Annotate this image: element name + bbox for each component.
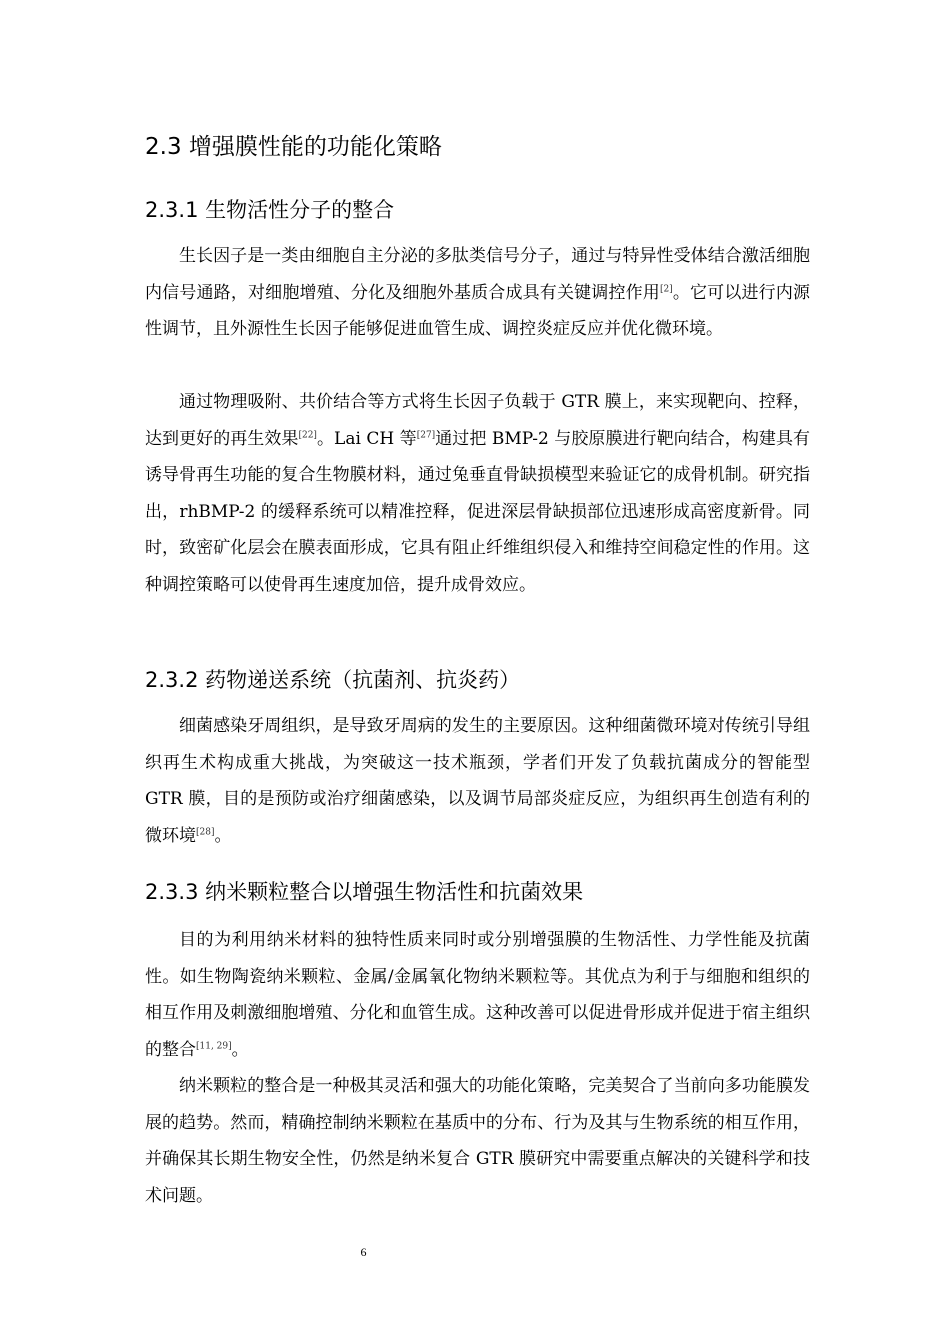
paragraph-text: 细菌感染牙周组织，是导致牙周病的发生的主要原因。这种细菌微环境对传统引导组织再生术构成重大挑战，为突破这一技术瓶颈，学者们开发了负载抗菌成分的智能型 GTR 膜，目的是预防或治疗细菌感染，以及调节局部炎症反应，为组织再生创造有利的微环境 — [145, 716, 810, 846]
paragraph-text: 目的为利用纳米材料的独特性质来同时或分别增强膜的生物活性、力学性能及抗菌性。如生物陶瓷纳米颗粒、金属/金属氧化物纳米颗粒等。其优点为利于与细胞和组织的相互作用及刺激细胞增殖、分化和血管生成。这种改善可以促进骨形成并促进于宿主组织的整合 — [145, 930, 810, 1060]
subsection-heading-2-3-2: 2.3.2 药物递送系统（抗菌剂、抗炎药） — [145, 668, 521, 692]
citation-ref: [27] — [416, 429, 436, 440]
paragraph-gtr-loading — [145, 384, 810, 603]
citation-ref: [2] — [659, 283, 673, 294]
paragraph-growth-factors — [145, 238, 810, 348]
paragraph-nanomaterials — [145, 922, 810, 1068]
paragraph-text: 。它可以进行内源性调节，且外源性生长因子能够促进血管生成、调控炎症反应并优化微环境。 — [145, 282, 811, 339]
citation-ref: [28] — [196, 826, 215, 837]
paragraph-text: 。Lai CH 等 — [316, 428, 417, 449]
paragraph-text: 生长因子是一类由细胞自主分泌的多肽类信号分子，通过与特异性受体结合激活细胞内信号通路，对细胞增殖、分化及细胞外基质合成具有关键调控作用 — [145, 246, 810, 303]
citation-ref: [22] — [298, 429, 317, 440]
paragraph-text: 。 — [231, 1039, 249, 1060]
paragraph-bacterial-infection — [145, 708, 810, 854]
paragraph-text: 通过把 BMP-2 与胶原膜进行靶向结合，构建具有诱导骨再生功能的复合生物膜材料，通过兔垂直骨缺损模型来验证它的成骨机制。研究指出，rhBMP-2 的缓释系统可以精准控释，促进深层骨缺损部位迅速形成高密度新骨。同时，致密矿化层会在膜表面形成，它具有阻止纤维组织侵入和维持空间稳定性的作用。这种调控策略可以使骨再生速度加倍，提升成骨效应。 — [145, 428, 810, 595]
subsection-heading-2-3-1: 2.3.1 生物活性分子的整合 — [145, 198, 395, 222]
paragraph-nanoparticle-integration — [145, 1068, 810, 1214]
paragraph-text: 通过物理吸附、共价结合等方式将生长因子负载于 GTR 膜上，来实现靶向、控释，达到更好的再生效果 — [145, 392, 810, 449]
citation-ref: [11, 29] — [196, 1040, 232, 1051]
subsection-heading-2-3-3: 2.3.3 纳米颗粒整合以增强生物活性和抗菌效果 — [145, 880, 584, 904]
paragraph-text: 。 — [214, 825, 232, 846]
page-number: 6 — [360, 1245, 367, 1259]
paragraph-text: 纳米颗粒的整合是一种极其灵活和强大的功能化策略，完美契合了当前向多功能膜发展的趋势。然而，精确控制纳米颗粒在基质中的分布、行为及其与生物系统的相互作用，并确保其长期生物安全性，仍然是纳米复合 GTR 膜研究中需要重点解决的关键科学和技术问题。 — [145, 1076, 810, 1206]
section-heading-2-3: 2.3 增强膜性能的功能化策略 — [145, 134, 442, 160]
